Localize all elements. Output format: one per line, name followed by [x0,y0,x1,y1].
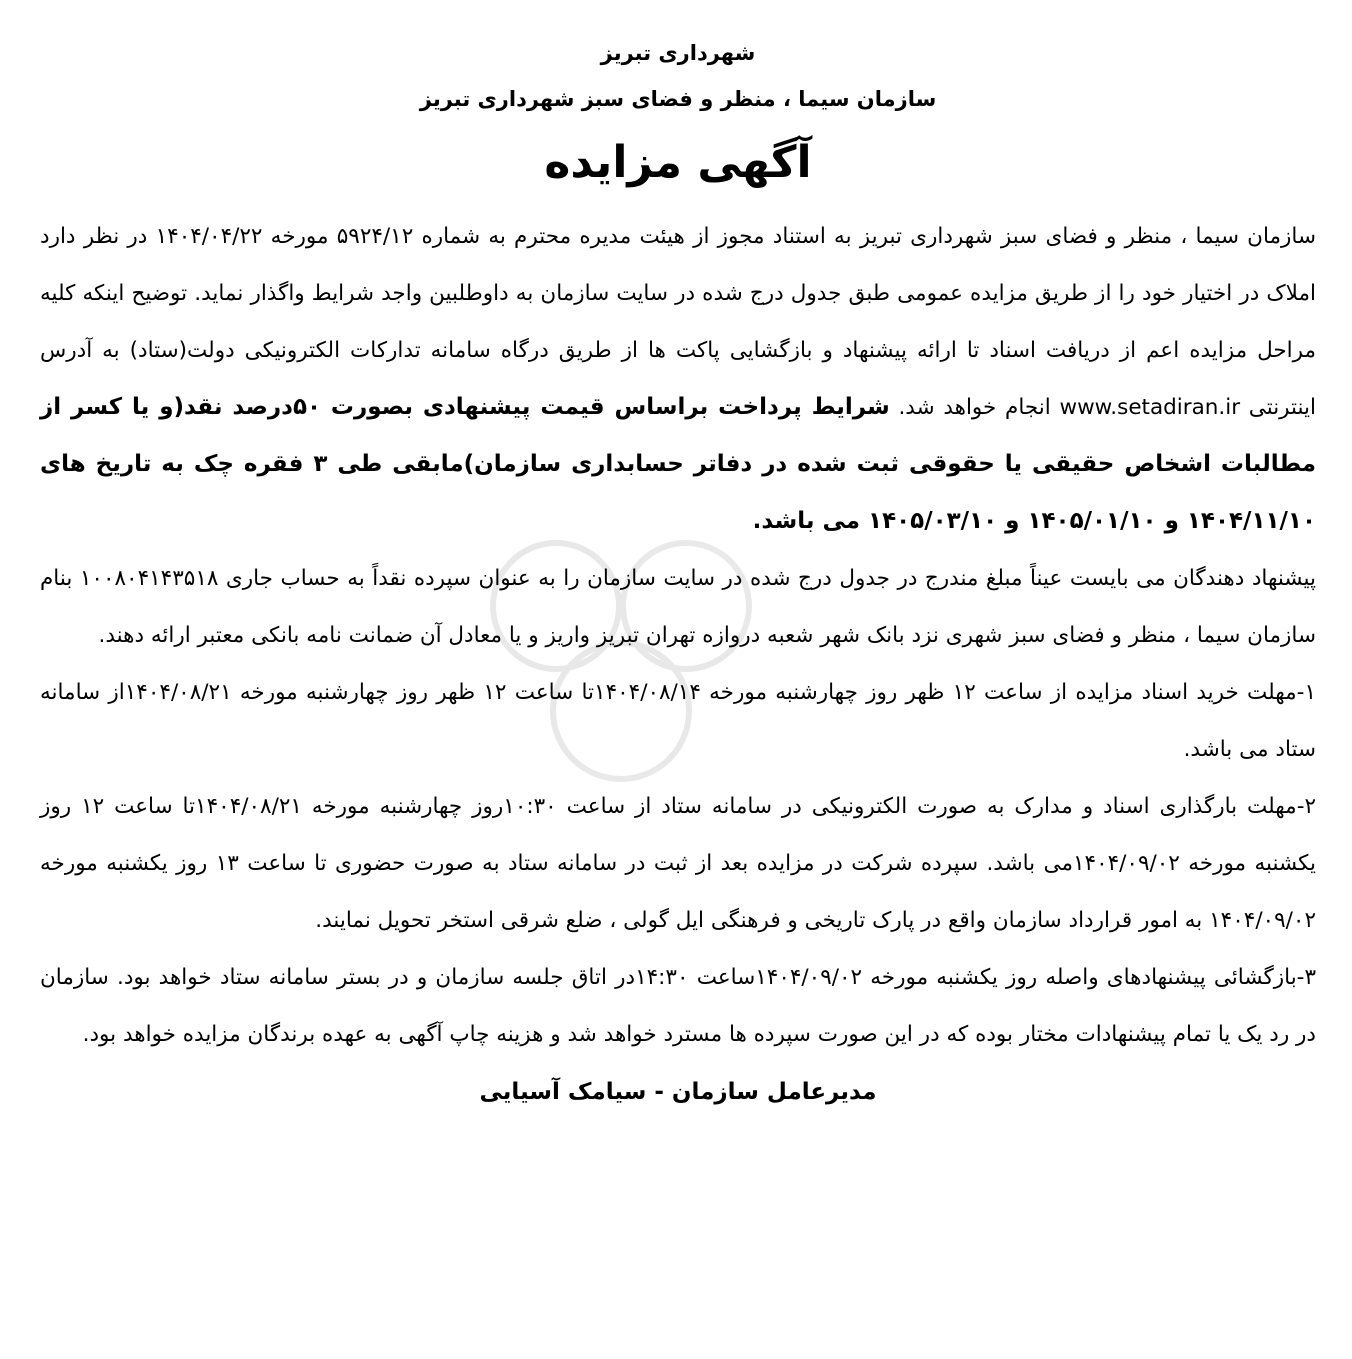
notice-body [40,208,1316,1063]
intro-paragraph [40,208,1316,550]
auction-notice [40,30,1316,1117]
deposit-paragraph: پیشنهاد دهندگان می بایست عیناً مبلغ مندرج در جدول درج شده در سایت سازمان را به عنوان سپرده نقداً به حساب جاری ۱۰۰۸۰۴۱۴۳۵۱۸ بنام سازمان سیما ، منظر و فضای سبز شهری نزد بانک شهر شعبه دروازه تهران تبریز واریز و یا معادل آن ضمانت نامه بانکی معتبر ارائه دهند. [40,566,1317,648]
intro-text: سازمان سیما ، منظر و فضای سبز شهرداری تبریز به استناد مجوز از هیئت مدیره محترم به شماره ۵۹۲۴/۱۲ مورخه ۱۴۰۴/۰۴/۲۲ در نظر دارد املاک در اختیار خود را از طریق مزایده عمومی طبق جدول درج شده در سایت سازمان به داوطلبین واجد شرایط واگذار نماید. توضیح اینکه کلیه مراحل مزایده اعم از دریافت اسناد تا ارائه پیشنهاد و بازگشایی پاکت ها از طریق درگاه سامانه تدارکات الکترونیکی دولت(ستاد) به آدرس اینترنتی www.setadiran.ir انجام خواهد شد. [40,224,1316,420]
organization-name: سازمان سیما ، منظر و فضای سبز شهرداری تبریز [419,87,937,111]
payment-terms: شرایط پرداخت براساس قیمت پیشنهادی بصورت ۵۰درصد نقد(و یا کسر از مطالبات اشخاص حقیقی یا حقوقی ثبت شده در دفاتر حسابداری سازمان)مابقی طی ۳ فقره چک به تاریخ های ۱۴۰۴/۱۱/۱۰ و ۱۴۰۵/۰۱/۱۰ و ۱۴۰۵/۰۳/۱۰ می باشد. [40,394,1316,534]
signature: مدیرعامل سازمان - سیامک آسیایی [479,1079,877,1105]
page-title: آگهی مزایده [544,137,812,188]
clause-3: ۳-بازگشائی پیشنهادهای واصله روز یکشنبه مورخه ۱۴۰۴/۰۹/۰۲ساعت ۱۴:۳۰در اتاق جلسه سازمان و در بستر سامانه ستاد خواهد بود. سازمان در رد یک یا تمام پیشنهادات مختار بوده که در این صورت سپرده ها مسترد خواهد شد و هزینه چاپ آگهی به عهده برندگان مزایده خواهد بود. [40,965,1316,1047]
municipality-name: شهرداری تبریز [600,41,756,65]
clause-2: ۲-مهلت بارگذاری اسناد و مدارک به صورت الکترونیکی در سامانه ستاد از ساعت ۱۰:۳۰روز چهارشنبه مورخه ۱۴۰۴/۰۸/۲۱تا ساعت ۱۲ روز یکشنبه مورخه ۱۴۰۴/۰۹/۰۲می باشد. سپرده شرکت در مزایده بعد از ثبت در سامانه ستاد به صورت حضوری تا ساعت ۱۳ روز یکشنبه مورخه ۱۴۰۴/۰۹/۰۲ به امور قرارداد سازمان واقع در پارک تاریخی و فرهنگی ایل گولی ، ضلع شرقی استخر تحویل نمایند. [40,794,1317,933]
clause-1: ۱-مهلت خرید اسناد مزایده از ساعت ۱۲ ظهر روز چهارشنبه مورخه ۱۴۰۴/۰۸/۱۴تا ساعت ۱۲ ظهر روز چهارشنبه مورخه ۱۴۰۴/۰۸/۲۱از سامانه ستاد می باشد. [40,680,1316,762]
